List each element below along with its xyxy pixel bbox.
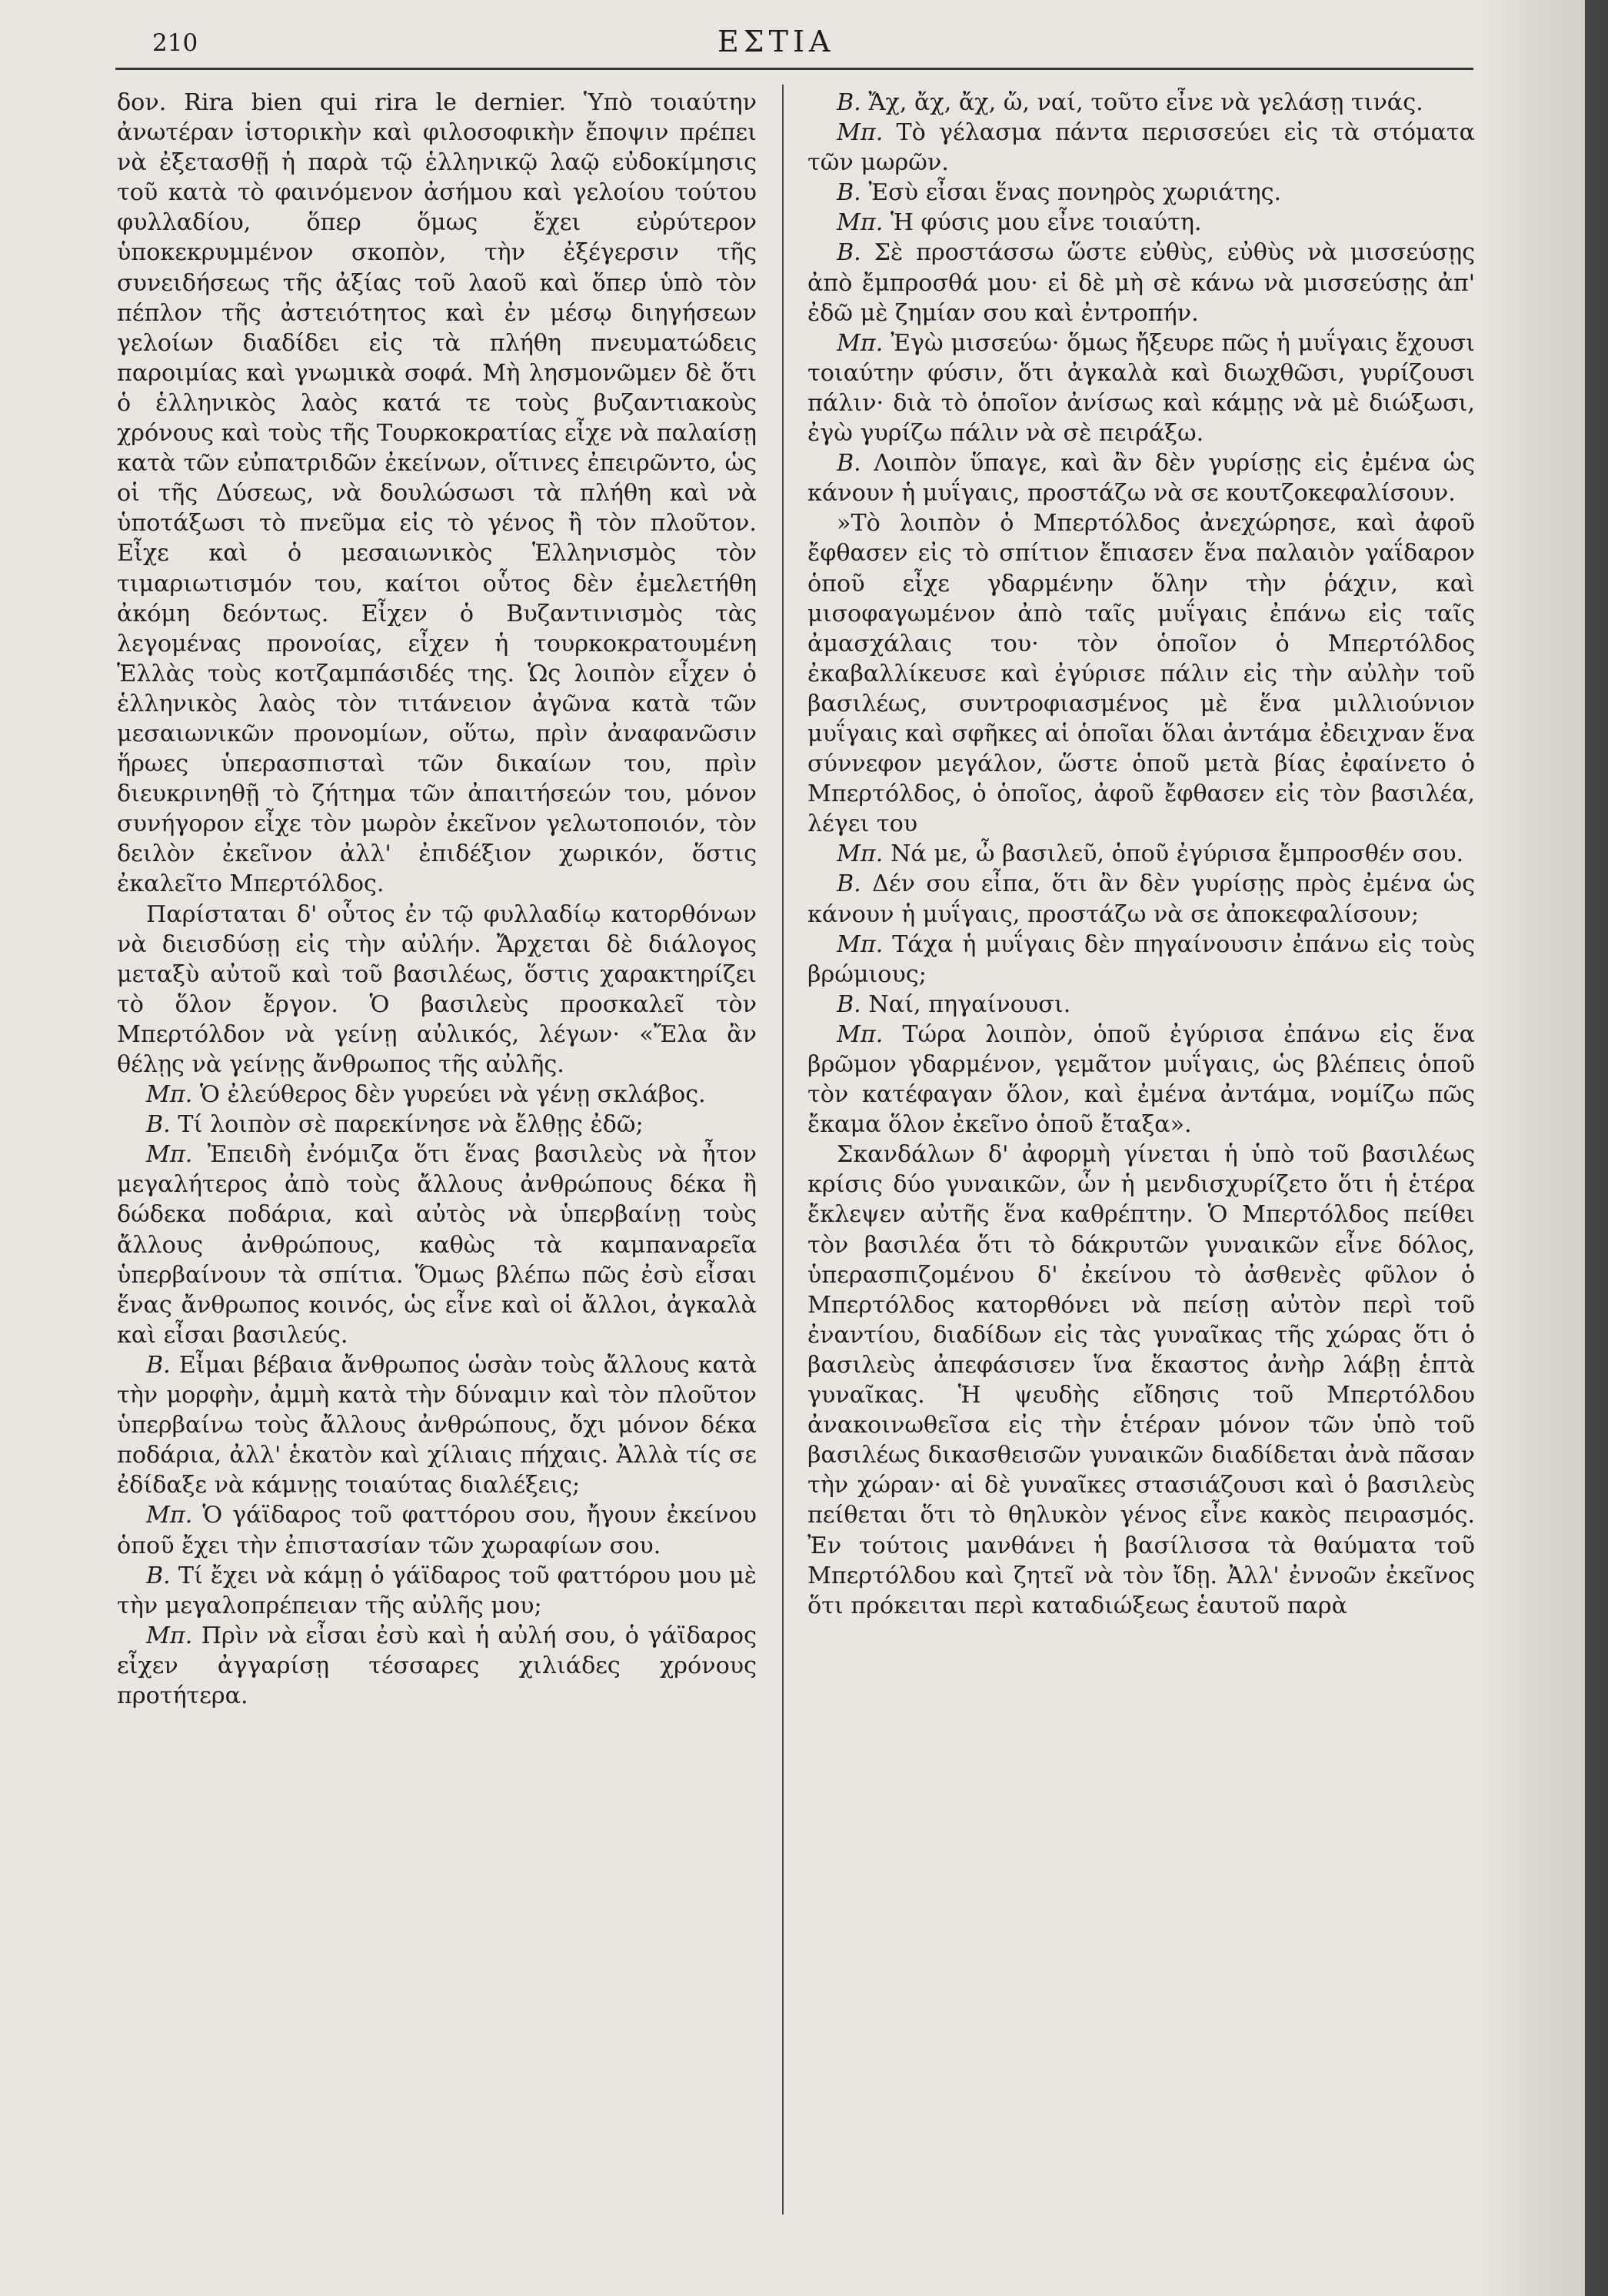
- speaker-label: Μπ.: [146, 1141, 193, 1169]
- speaker-label: Β.: [146, 1111, 171, 1139]
- journal-title: ΕΣΤΙΑ: [717, 25, 835, 58]
- speaker-label: Μπ.: [146, 1622, 193, 1649]
- speaker-label: Μπ.: [837, 329, 884, 357]
- paragraph-text: »Τὸ λοιπὸν ὁ Μπερτόλδος ἀνεχώρησε, καὶ ἀφοῦ ἔφθασεν εἰς τὸ σπίτιον ἔπιασεν ἕνα παλαιὸν γαΐδαρον ὁποῦ εἶχε γδαρμένην ὅλην τὴν ῥάχιν, καὶ μισοφαγωμένον ἀπὸ ταῖς μυΐγαις ἐπάνω εἰς ταῖς ἀμασχάλαις του· τὸν ὁποῖον ὁ Μπερτόλδος ἐκαβαλλίκευσε καὶ ἐγύρισε πάλιν εἰς τὴν αὐλὴν τοῦ βασιλέως, συντροφιασμένος μὲ ἕνα μιλλιούνιον μυΐγαις καὶ σφῆκες αἱ ὁποῖαι ὅλαι ἀντάμα ἐδειχναν ἕνα σύννεφον μεγάλον, ὥστε ὁποῦ μετὰ βίας ἐφαίνετο ὁ Μπερτόλδος, ὁ ὁποῖος, ἀφοῦ ἔφθασεν εἰς τὸν βασιλέα, λέγει του: [807, 510, 1475, 838]
- column-separator: [782, 85, 784, 2214]
- paragraph-text: Ἐπειδὴ ἐνόμιζα ὅτι ἕνας βασιλεὺς νὰ ἦτον μεγαλήτερος ἀπὸ τοὺς ἄλλους ἀνθρώπους δέκα ἢ δώδεκα ποδάρια, καὶ αὐτὸς νὰ ὑπερβαίνῃ τοὺς ἄλλους ἀνθρώπους, καθὼς τὰ καμπαναρεῖα ὑπερβαίνουν τὰ σπίτια. Ὅμως βλέπω πῶς ἐσὺ εἶσαι ἕνας ἄνθρωπος κοινός, ὡς εἶνε καὶ οἱ ἄλλοι, ἀγκαλὰ καὶ εἶσαι βασιλεύς.: [117, 1141, 757, 1349]
- paragraph-text: Ἄχ, ἄχ, ἄχ, ὤ, ναί, τοῦτο εἶνε νὰ γελάσῃ τινάς.: [868, 89, 1423, 116]
- paragraph-text: Λοιπὸν ὕπαγε, καὶ ἂν δὲν γυρίσῃς εἰς ἐμένα ὡς κάνουν ἡ μυΐγαις, προστάζω νὰ σε κουτζοκεφαλίσουν.: [807, 450, 1475, 507]
- paragraph: [117, 900, 757, 1080]
- paragraph-text: Τὸ γέλασμα πάντα περισσεύει εἰς τὰ στόματα τῶν μωρῶν.: [807, 119, 1475, 177]
- speaker-label: Μπ.: [837, 209, 884, 237]
- left-column: [117, 88, 757, 2227]
- speaker-label: Β.: [837, 990, 861, 1018]
- speaker-label: Β.: [837, 179, 861, 207]
- paragraph: [807, 328, 1475, 448]
- paragraph-text: Ἐσὺ εἶσαι ἕνας πονηρὸς χωριάτης.: [868, 179, 1282, 207]
- paragraph: [117, 1350, 757, 1500]
- paragraph-text: Σὲ προστάσσω ὥστε εὐθὺς, εὐθὺς νὰ μισσεύσῃς ἀπὸ ἔμπροσθά μου· εἰ δὲ μὴ σὲ κάνω νὰ μισσεύσῃς ἀπ' ἐδῶ μὲ ζημίαν σου καὶ ἐντροπήν.: [807, 239, 1475, 327]
- speaker-label: Β.: [146, 1562, 171, 1589]
- speaker-label: Μπ.: [837, 1020, 884, 1048]
- paragraph-text: Σκανδάλων δ' ἀφορμὴ γίνεται ἡ ὑπὸ τοῦ βασιλέως κρίσις δύο γυναικῶν, ὧν ἡ μενδισχυρίζετο ὅτι ἡ ἑτέρα ἔκλεψεν αὐτῆς ἕνα καθρέπτην. Ὁ Μπερτόλδος πείθει τὸν βασιλέα ὅτι τὸ δάκρυτῶν γυναικῶν εἶνε δόλος, ὑπερασπιζομένου δ' ἐκείνου τὸ ἀσθενὲς φῦλον ὁ Μπερτόλδος κατορθόνει νὰ πείσῃ αὐτὸν περὶ τοῦ ἐναντίου, διαδίδων εἰς τὰς γυναῖκας τῆς χώρας ὅτι ὁ βασιλεὺς ἀπεφάσισεν ἵνα ἕκαστος ἀνὴρ λάβῃ ἑπτὰ γυναῖκας. Ἡ ψευδὴς εἴδησις τοῦ Μπερτόλδου ἀνακοινωθεῖσα εἰς τὴν ἑτέραν μόνον τῶν ὑπὸ τοῦ βασιλέως δικασθεισῶν γυναικῶν διαδίδεται ἀνὰ πᾶσαν τὴν χώραν· αἱ δὲ γυναῖκες στασιάζουσι καὶ ὁ βασιλεὺς πείθεται ὅτι τὸ θηλυκὸν γένος εἶνε κακὸς πειρασμός. Ἐν τούτοις μανθάνει ἡ βασίλισσα τὰ θαύματα τοῦ Μπερτόλδου καὶ ζητεῖ νὰ τὸν ἴδῃ. Ἀλλ' ἐννοῶν ἐκεῖνος ὅτι πρόκειται περὶ καταδιώξεως ἑαυτοῦ παρὰ: [807, 1141, 1475, 1619]
- paragraph: [117, 88, 757, 900]
- speaker-label: Μπ.: [837, 930, 884, 958]
- paragraph: [807, 88, 1475, 118]
- paragraph: [807, 839, 1475, 869]
- paragraph-text: Ναί, πηγαίνουσι.: [868, 990, 1071, 1018]
- paragraph: [807, 448, 1475, 508]
- paragraph: [117, 1140, 757, 1350]
- paragraph: [807, 1140, 1475, 1621]
- paragraph: [117, 1621, 757, 1711]
- paragraph: [807, 178, 1475, 208]
- speaker-label: Μπ.: [146, 1081, 193, 1109]
- paragraph: [807, 1020, 1475, 1140]
- speaker-label: Β.: [837, 239, 861, 267]
- paragraph: [117, 1500, 757, 1560]
- page-header: [0, 25, 1608, 71]
- paragraph: [807, 208, 1475, 238]
- paragraph-text: Ὁ ἐλεύθερος δὲν γυρεύει νὰ γένῃ σκλάβος.: [199, 1081, 706, 1109]
- paragraph-text: Τώρα λοιπὸν, ὁποῦ ἐγύρισα ἐπάνω εἰς ἕνα βρῶμον γδαρμένον, γεμᾶτον μυΐγαις, ὡς βλέπεις ὁποῦ τὸν κατέφαγαν ὅλον, καὶ ἐμένα ἀντάμα, νομίζω πῶς ἔκαμα ὅλον ἐκεῖνο ὁποῦ ἔταξα».: [807, 1020, 1475, 1139]
- paragraph: [807, 930, 1475, 990]
- paragraph-text: Τί ἔχει νὰ κάμῃ ὁ γάϊδαρος τοῦ φαττόρου μου μὲ τὴν μεγαλοπρέπειαν τῆς αὐλῆς μου;: [117, 1562, 757, 1619]
- speaker-label: Β.: [837, 450, 861, 478]
- paragraph-text: Ἐγὼ μισσεύω· ὅμως ἤξευρε πῶς ἡ μυΐγαις ἔχουσι τοιαύτην φύσιν, ὅτι ἀγκαλὰ καὶ διωχθῶσι, γυρίζουσι πάλιν· διὰ τὸ ὁποῖον ἀνίσως καὶ κάμῃς νὰ μὲ διώξωσι, ἐγὼ γυρίζω πάλιν νὰ σὲ πειράξω.: [807, 329, 1475, 448]
- paragraph-text: Τάχα ἡ μυΐγαις δὲν πηγαίνουσιν ἐπάνω εἰς τοὺς βρώμιους;: [807, 930, 1475, 988]
- paragraph-text: Πρὶν νὰ εἶσαι ἐσὺ καὶ ἡ αὐλή σου, ὁ γάϊδαρος εἶχεν ἀγγαρίσῃ τέσσαρες χιλιάδες χρόνους προτήτερα.: [117, 1622, 757, 1709]
- header-rule: [115, 68, 1473, 70]
- paragraph-text: Νά με, ὦ βασιλεῦ, ὁποῦ ἐγύρισα ἔμπροσθέν σου.: [890, 840, 1464, 868]
- paragraph-text: Παρίσταται δ' οὗτος ἐν τῷ φυλλαδίῳ κατορθόνων νὰ διεισδύσῃ εἰς τὴν αὐλήν. Ἄρχεται δὲ διάλογος μεταξὺ αὐτοῦ καὶ τοῦ βασιλέως, ὅστις χαρακτηρίζει τὸ ὅλον ἔργον. Ὁ βασιλεὺς προσκαλεῖ τὸν Μπερτόλδον νὰ γείνῃ αὐλικός, λέγων· «Ἔλα ἂν θέλῃς νὰ γείνῃς ἄνθρωπος τῆς αὐλῆς.: [117, 900, 757, 1078]
- paragraph: [807, 118, 1475, 178]
- speaker-label: Β.: [837, 89, 861, 116]
- paragraph: [117, 1080, 757, 1110]
- paragraph-text: Εἶμαι βέβαια ἄνθρωπος ὡσὰν τοὺς ἄλλους κατὰ τὴν μορφὴν, ἀμμὴ κατὰ τὴν δύναμιν καὶ τὸν πλοῦτον ὑπερβαίνω τοὺς ἄλλους ἀνθρώπους, ὄχι μόνον δέκα ποδάρια, ἀλλ' ἑκατὸν καὶ χίλιαις πήχαις. Ἀλλὰ τίς σε ἐδίδαξε νὰ κάμνῃς τοιαύτας διαλέξεις;: [117, 1351, 757, 1499]
- paragraph-text: Τί λοιπὸν σὲ παρεκίνησε νὰ ἔλθῃς ἐδῶ;: [178, 1111, 644, 1139]
- paragraph: [117, 1561, 757, 1621]
- speaker-label: Β.: [837, 870, 861, 898]
- paragraph-text: Ὁ γάϊδαρος τοῦ φαττόρου σου, ἤγουν ἐκείνου ὁποῦ ἔχει τὴν ἐπιστασίαν τῶν χωραφίων σου.: [117, 1502, 757, 1559]
- speaker-label: Μπ.: [837, 840, 884, 868]
- speaker-label: Β.: [146, 1351, 171, 1379]
- paragraph: [117, 1110, 757, 1140]
- speaker-label: Μπ.: [837, 119, 884, 147]
- paragraph: [807, 990, 1475, 1020]
- paragraph-text: δον. Rira bien qui rira le dernier. Ὑπὸ τοιαύτην ἀνωτέραν ἱστορικὴν καὶ φιλοσοφικὴν ἔποψιν πρέπει νὰ ἐξετασθῇ ἡ παρὰ τῷ ἑλληνικῷ λαῷ εὐδοκίμησις τοῦ κατὰ τὸ φαινόμενον ἀσήμου καὶ γελοίου τούτου φυλλαδίου, ὅπερ ὅμως ἔχει εὐρύτερον ὑποκεκρυμμένον σκοπὸν, τὴν ἐξέγερσιν τῆς συνειδήσεως τῆς ἀξίας τοῦ λαοῦ καὶ ὅπερ ὑπὸ τὸν πέπλον τῆς ἀστειότητος καὶ ἐν μέσῳ διηγήσεων γελοίων διαδίδει εἰς τὰ πλήθη πνευματώδεις παροιμίας καὶ γνωμικὰ σοφά. Μὴ λησμονῶμεν δὲ ὅτι ὁ ἑλληνικὸς λαὸς κατά τε τοὺς βυζαντιακοὺς χρόνους καὶ τοὺς τῆς Τουρκοκρατίας εἶχε νὰ παλαίσῃ κατὰ τῶν εὐπατριδῶν ἐκείνων, οἵτινες ἐπειρῶντο, ὡς οἱ τῆς Δύσεως, νὰ δουλώσωσι τὰ πλήθη καὶ νὰ ὑποτάξωσι τὸ πνεῦμα εἰς τὸ γένος ἢ τὸν πλοῦτον. Εἶχε καὶ ὁ μεσαιωνικὸς Ἑλληνισμὸς τὸν τιμαριωτισμόν του, καίτοι οὗτος δὲν ἐμελετήθη ἀκόμη δεόντως. Εἶχεν ὁ Βυζαντινισμὸς τὰς λεγομένας προνοίας, εἶχεν ἡ τουρκοκρατουμένη Ἑλλὰς τοὺς κοτζαμπάσιδές της. Ὡς λοιπὸν εἶχεν ὁ ἑλληνικὸς λαὸς τὸν τιτάνειον ἀγῶνα κατὰ τῶν μεσαιωνικῶν προνομίων, οὕτω, πρὶν ἀναφανῶσιν ἥρωες ὑπερασπισταὶ τῶν δικαίων του, πρὶν διευκρινηθῇ τὸ ζήτημα τῶν ἀπαιτήσεών του, μόνον συνήγορον εἶχε τὸν μωρὸν ἐκεῖνον γελωτοποιόν, τὸν δειλὸν ἐκεῖνον ἀλλ' ἐπιδέξιον χωρικόν, ὅστις ἐκαλεῖτο Μπερτόλδος.: [117, 89, 757, 898]
- speaker-label: Μπ.: [146, 1502, 193, 1529]
- right-column: [807, 88, 1475, 2227]
- paragraph: [807, 508, 1475, 839]
- paragraph: [807, 869, 1475, 929]
- paragraph-text: Ἡ φύσις μου εἶνε τοιαύτη.: [890, 209, 1202, 237]
- page-margin-bleed: [1477, 0, 1608, 2296]
- page-edge: [1585, 0, 1608, 2296]
- page-number: 210: [152, 29, 198, 57]
- paragraph: [807, 238, 1475, 328]
- paragraph-text: Δέν σου εἶπα, ὅτι ἂν δὲν γυρίσῃς πρὸς ἐμένα ὡς κάνουν ἡ μυΐγαις, προστάζω νὰ σε ἀποκεφαλίσουν;: [807, 870, 1475, 928]
